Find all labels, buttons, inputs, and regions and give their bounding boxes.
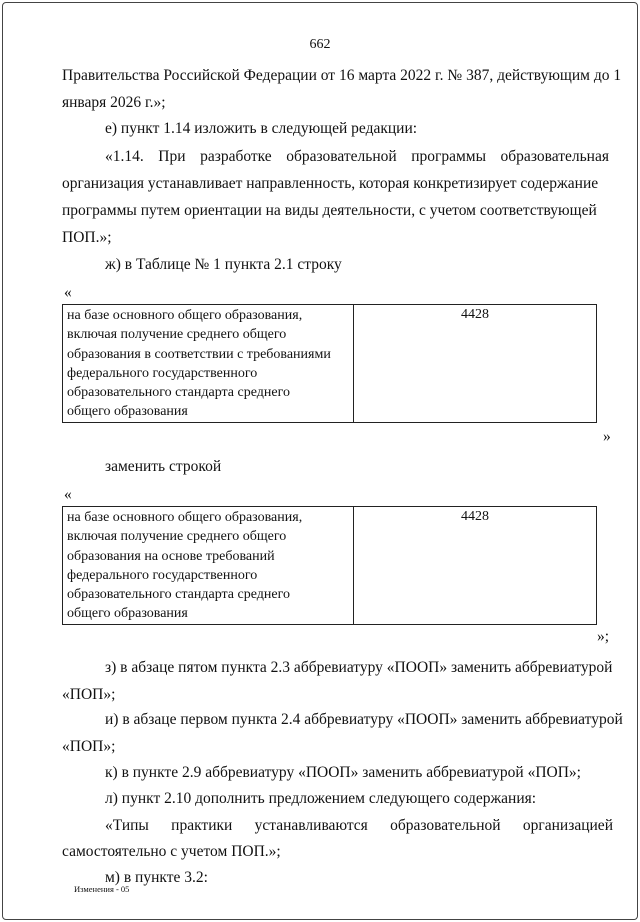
intro-line-1: Правительства Российской Федерации от 16 марта 2022 г. № 387, действующим до 1 <box>62 67 622 84</box>
cell-line: образовательного стандарта среднего <box>67 385 290 401</box>
word: образовательной <box>286 148 397 165</box>
table-cell-value: 4428 <box>354 305 597 423</box>
item-e-line-2: организация устанавливает направленность, которая конкретизирует содержание <box>62 175 599 192</box>
item-z-line-2: «ПОП»; <box>62 686 116 703</box>
table-old-row <box>62 304 597 423</box>
item-m: м) в пункте 3.2: <box>105 869 208 886</box>
cell-line: федерального государственного <box>67 365 258 381</box>
table-cell-description <box>63 305 354 423</box>
table-row <box>63 507 597 625</box>
footer-note: Изменения - 05 <box>74 884 130 894</box>
item-l-line-1 <box>105 817 613 835</box>
word: программы <box>411 148 487 165</box>
cell-line: на базе основного общего образования, <box>67 308 303 323</box>
cell-line: общего образования <box>67 404 188 420</box>
cell-line: общего образования <box>67 606 188 622</box>
cell-line: включая получение среднего общего <box>67 327 287 343</box>
item-zh-heading: ж) в Таблице № 1 пункта 2.1 строку <box>105 256 342 273</box>
item-e-line-4: ПОП.»; <box>62 229 112 246</box>
open-quote: « <box>64 284 72 301</box>
page-border <box>2 2 638 920</box>
item-e-line-1 <box>105 148 609 166</box>
intro-line-2: января 2026 г.»; <box>62 94 166 111</box>
item-e-heading: е) пункт 1.14 изложить в следующей редакции: <box>105 120 418 137</box>
word: разработке <box>200 148 272 165</box>
cell-line: образования на основе требований <box>67 548 275 564</box>
item-k: к) в пункте 2.9 аббревиатуру «ПООП» заменить аббревиатурой «ПОП»; <box>105 764 581 781</box>
table-row <box>63 305 597 423</box>
item-i-line-2: «ПОП»; <box>62 738 116 755</box>
word: «1.14. <box>105 148 144 165</box>
word: образовательная <box>500 148 609 165</box>
word: организацией <box>522 817 613 834</box>
close-quote-2: »; <box>597 628 610 645</box>
table-cell-value: 4428 <box>354 507 597 625</box>
open-quote-2: « <box>64 486 72 503</box>
cell-line: образования в соответствии с требованиями <box>67 346 331 362</box>
item-z-line-1: з) в абзаце пятом пункта 2.3 аббревиатуру «ПООП» заменить аббревиатурой <box>105 659 613 676</box>
cell-line: на базе основного общего образования, <box>67 510 303 525</box>
item-e-line-3: программы путем ориентации на виды деятельности, с учетом соответствующей <box>62 202 597 219</box>
table-cell-description <box>63 507 354 625</box>
item-l-line-2: самостоятельно с учетом ПОП.»; <box>62 843 281 860</box>
item-l-heading: л) пункт 2.10 дополнить предложением следующего содержания: <box>105 790 537 807</box>
item-i-line-1: и) в абзаце первом пункта 2.4 аббревиатуру «ПООП» заменить аббревиатурой <box>105 711 623 728</box>
cell-line: включая получение среднего общего <box>67 529 287 545</box>
word: практики <box>171 817 233 834</box>
word: устанавливаются <box>254 817 368 834</box>
table-new-row <box>62 506 597 625</box>
word: «Типы <box>105 817 149 834</box>
page-number: 662 <box>309 37 331 52</box>
word: При <box>158 148 186 165</box>
cell-line: федерального государственного <box>67 567 258 583</box>
close-quote: » <box>603 428 611 445</box>
replace-text: заменить строкой <box>105 458 222 475</box>
cell-line: образовательного стандарта среднего <box>67 587 290 603</box>
word: образовательной <box>390 817 501 834</box>
